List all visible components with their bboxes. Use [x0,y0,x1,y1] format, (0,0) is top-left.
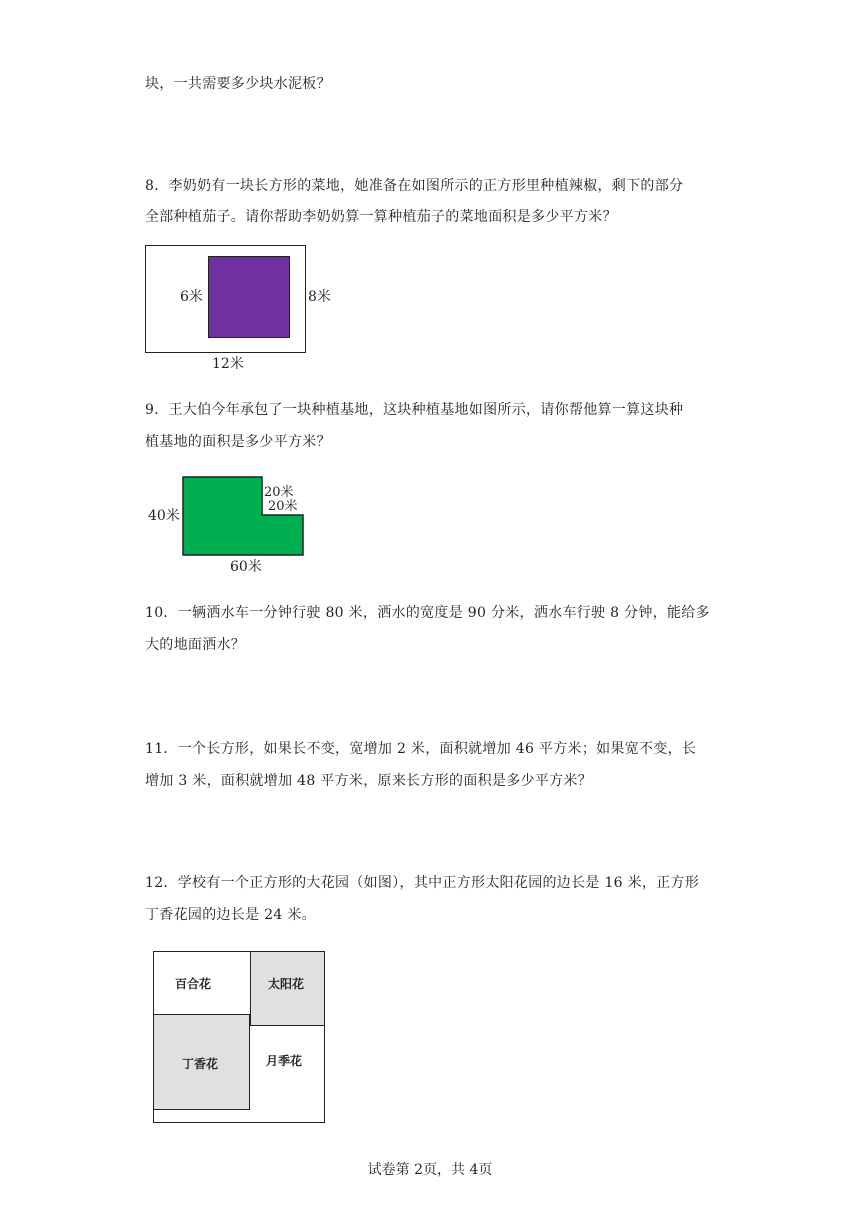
q12-label-lilac: 丁香花 [182,1057,219,1071]
q9-text-line1: 9．王大伯今年承包了一块种植基地，这块种植基地如图所示，请你帮他算一算这块种 [145,402,684,418]
q9-label-notch-top: 20米 [264,485,294,500]
q8-text-line1: 8．李奶奶有一块长方形的菜地，她准备在如图所示的正方形里种植辣椒，剩下的部分 [145,178,684,194]
q12-label-sunflower: 太阳花 [268,977,305,991]
q8-pepper-square [208,256,290,338]
q7-text-tail: 块，一共需要多少块水泥板？ [145,76,331,92]
q9-label-left: 40米 [148,508,180,524]
q12-text-line1: 12．学校有一个正方形的大花园（如图），其中正方形太阳花园的边长是 16 米，正方形 [145,875,700,891]
q9-label-notch-side: 20米 [268,499,298,514]
q10-text-line1: 10．一辆洒水车一分钟行驶 80 米，洒水的宽度是 90 分米，洒水车行驶 8 分钟，能给多 [145,605,710,621]
q12-label-rose: 月季花 [266,1054,303,1068]
q12-text-line2: 丁香花园的边长是 24 米。 [145,907,316,923]
q8-label-left: 6米 [180,289,203,305]
q9-label-bottom: 60米 [230,559,262,575]
q8-text-line2: 全部种植茄子。请你帮助李奶奶算一算种植茄子的菜地面积是多少平方米？ [145,209,617,225]
q10-text-line2: 大的地面洒水？ [145,637,246,653]
q9-text-line2: 植基地的面积是多少平方米？ [145,434,331,450]
q8-label-bottom: 12米 [212,356,244,372]
q8-label-right: 8米 [308,289,331,305]
page-footer: 试卷第 2页，共 4页 [367,1162,493,1178]
q11-text-line2: 增加 3 米，面积就增加 48 平方米，原来长方形的面积是多少平方米？ [145,773,593,789]
q12-label-lily: 百合花 [175,977,212,991]
q11-text-line1: 11．一个长方形，如果长不变，宽增加 2 米，面积就增加 46 平方米；如果宽不变，长 [145,741,697,757]
